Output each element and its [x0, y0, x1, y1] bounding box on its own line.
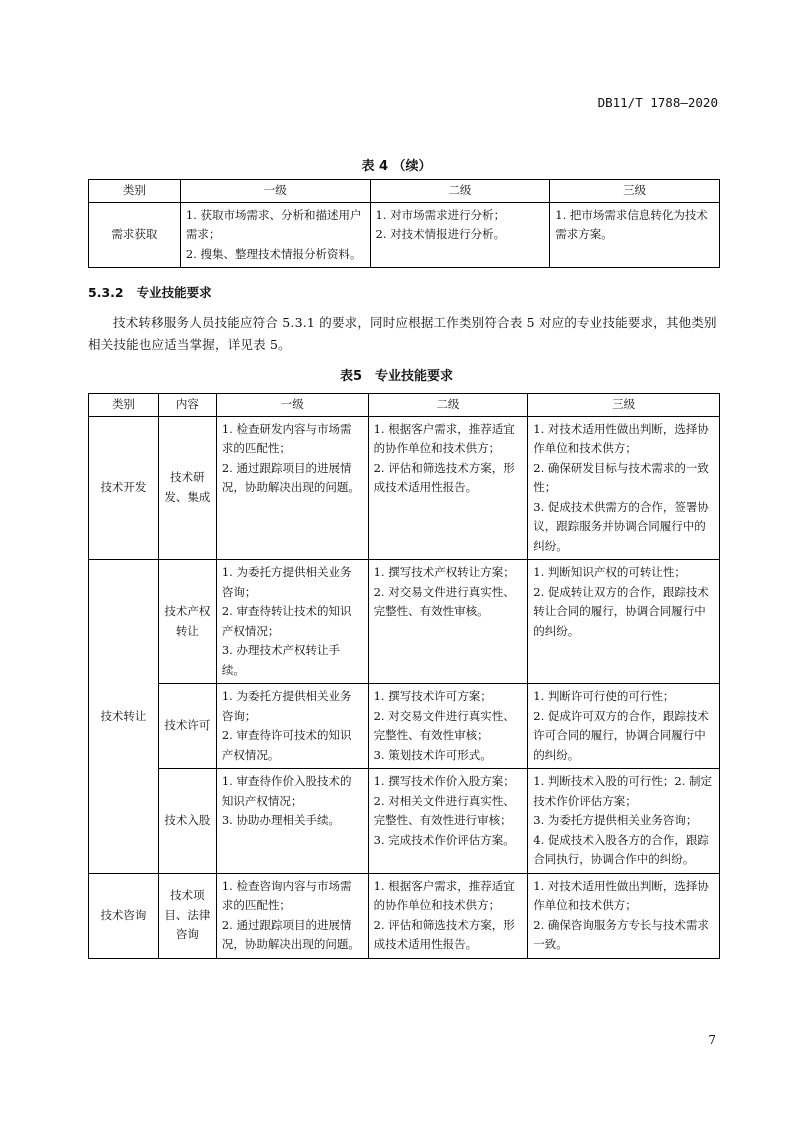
cell-line: 2. 对相关文件进行真实性、完整性、有效性进行审核；	[373, 793, 515, 827]
table4-header-row	[89, 180, 720, 203]
table5-row	[89, 684, 720, 769]
table4-row	[89, 202, 720, 268]
cell-line: 1. 获取市场需求、分析和描述用户需求；	[185, 207, 362, 241]
level2-cell	[370, 202, 550, 268]
cell-line: 3. 为委托方提供相关业务咨询；	[533, 813, 698, 827]
table4-header-level3: 三级	[550, 180, 720, 203]
cell-line: 2. 审查待许可技术的知识产权情况。	[221, 728, 352, 762]
cell-line: 1. 检查研发内容与市场需求的匹配性；	[221, 421, 352, 455]
level3-cell	[528, 873, 720, 958]
cell-line: 1. 对技术适用性做出判断，选择协作单位和技术供方；	[533, 421, 709, 455]
cell-line: 4. 促成技术入股各方的合作，跟踪合同执行，协调合作中的纠纷。	[533, 832, 709, 866]
content-cell: 技术入股	[158, 769, 216, 874]
level2-cell	[368, 769, 528, 874]
cell-line: 3. 策划技术许可形式。	[373, 747, 492, 762]
cell-line: 2. 对交易文件进行真实性、完整性、有效性审核。	[373, 584, 515, 618]
table5-header-category: 类别	[89, 394, 159, 417]
table5-caption: 表5 专业技能要求	[339, 369, 454, 384]
cell-line: 2. 评估和筛选技术方案，形成技术适用性报告。	[373, 917, 515, 951]
cell-line: 1. 把市场需求信息转化为技术需求方案。	[555, 207, 708, 241]
level2-cell	[368, 684, 528, 769]
table4	[88, 179, 720, 268]
level1-cell	[216, 769, 368, 874]
cell-line: 2. 促成转让双方的合作，跟踪技术转让合同的履行，协调合同履行中的纠纷。	[533, 584, 709, 638]
level3-cell	[528, 560, 720, 684]
cell-line: 1. 审查待作价入股技术的知识产权情况；	[221, 774, 352, 808]
cell-line: 2. 评估和筛选技术方案，形成技术适用性报告。	[373, 460, 515, 494]
category-cell: 技术转让	[89, 560, 159, 874]
level2-cell	[368, 873, 528, 958]
cell-line: 1. 根据客户需求，推荐适宜的协作单位和技术供方；	[373, 421, 515, 455]
cell-line: 2. 对交易文件进行真实性、完整性、有效性审核；	[373, 708, 515, 742]
cell-line: 2. 通过跟踪项目的进展情况，协助解决出现的问题。	[221, 460, 360, 494]
cell-line: 1. 判断知识产权的可转让性；	[533, 565, 686, 579]
cell-line: 1. 判断许可行使的可行性；	[533, 689, 675, 703]
content-cell: 技术项目、法律咨询	[158, 873, 216, 958]
cell-line: 3. 促成技术供需方的合作，签署协议，跟踪服务并协调合同履行中的纠纷。	[533, 499, 709, 553]
cell-line: 1. 根据客户需求，推荐适宜的协作单位和技术供方；	[373, 878, 515, 912]
table4-caption: 表 4 （续）	[361, 159, 432, 174]
section-number: 5.3.2	[88, 285, 124, 300]
table4-header-level2: 二级	[370, 180, 550, 203]
table5	[88, 393, 720, 959]
cell-line: 1. 判断技术入股的可行性；2. 制定技术作价评估方案；	[533, 774, 713, 808]
cell-line: 1. 对市场需求进行分析；	[375, 207, 506, 222]
cell-line: 1. 撰写技术作价入股方案；	[373, 774, 515, 788]
level1-cell	[180, 202, 370, 268]
category-cell: 技术咨询	[89, 873, 159, 958]
level1-cell	[216, 560, 368, 684]
cell-line: 1. 撰写技术产权转让方案；	[373, 565, 515, 579]
level1-cell	[216, 684, 368, 769]
cell-line: 2. 对技术情报进行分析。	[375, 227, 506, 241]
level3-cell	[550, 202, 720, 268]
cell-line: 2. 搜集、整理技术情报分析资料。	[185, 246, 362, 261]
level3-cell	[528, 684, 720, 769]
cell-line: 2. 促成许可双方的合作，跟踪技术许可合同的履行，协调合同履行中的纠纷。	[533, 708, 709, 762]
cell-line: 3. 完成技术作价评估方案。	[373, 832, 515, 847]
level1-cell	[216, 873, 368, 958]
cell-line: 2. 审查待转让技术的知识产权情况；	[221, 604, 352, 638]
section-title: 专业技能要求	[136, 285, 212, 300]
content-cell: 技术产权转让	[158, 560, 216, 684]
cell-line: 1. 撰写技术许可方案；	[373, 689, 492, 703]
cell-line: 1. 为委托方提供相关业务咨询；	[221, 565, 352, 599]
table5-header-content: 内容	[158, 394, 216, 417]
table4-header-category: 类别	[89, 180, 181, 203]
category-cell: 技术开发	[89, 416, 159, 560]
section-paragraph: 技术转移服务人员技能应符合 5.3.1 的要求，同时应根据工作类别符合表 5 对应的专业技能要求，其他类别相关技能也应适当掌握，详见表 5。	[88, 315, 717, 352]
table5-header-level2: 二级	[368, 394, 528, 417]
table5-header-level3: 三级	[528, 394, 720, 417]
table4-header-level1: 一级	[180, 180, 370, 203]
table5-row	[89, 416, 720, 560]
table5-header-level1: 一级	[216, 394, 368, 417]
cell-line: 1. 检查咨询内容与市场需求的匹配性；	[221, 878, 352, 912]
page-number: 7	[708, 1033, 716, 1047]
level2-cell	[368, 560, 528, 684]
level3-cell	[528, 416, 720, 560]
table5-row	[89, 560, 720, 684]
cell-line: 3. 办理技术产权转让手续。	[221, 643, 340, 677]
table5-row	[89, 873, 720, 958]
content-cell: 技术研发、集成	[158, 416, 216, 560]
table5-header-row	[89, 394, 720, 417]
cell-line: 1. 为委托方提供相关业务咨询；	[221, 689, 352, 723]
cell-line: 2. 通过跟踪项目的进展情况，协助解决出现的问题。	[221, 917, 360, 951]
cell-line: 2. 确保咨询服务方专长与技术需求一致。	[533, 917, 709, 951]
level1-cell	[216, 416, 368, 560]
level3-cell	[528, 769, 720, 874]
document-number: DB11/T 1788—2020	[597, 95, 718, 110]
cell-line: 2. 确保研发目标与技术需求的一致性；	[533, 460, 709, 494]
cell-line: 1. 对技术适用性做出判断，选择协作单位和技术供方；	[533, 878, 709, 912]
cell-line: 3. 协助办理相关手续。	[221, 813, 340, 827]
content-cell: 技术许可	[158, 684, 216, 769]
category-cell: 需求获取	[89, 202, 181, 268]
table5-row	[89, 769, 720, 874]
level2-cell	[368, 416, 528, 560]
section-heading	[88, 283, 212, 301]
